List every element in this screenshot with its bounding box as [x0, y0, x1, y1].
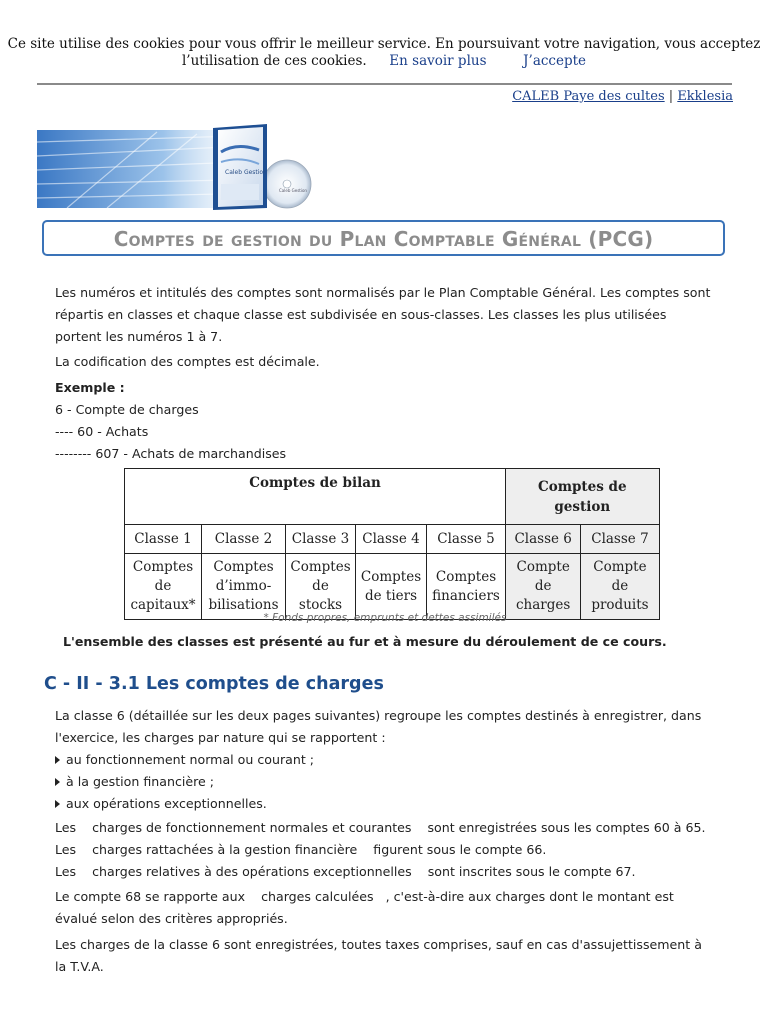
link-separator: |: [668, 89, 674, 104]
tva-paragraph: Les charges de la classe 6 sont enregistrées, toutes taxes comprises, sauf en cas d'assujettissement à la T.V.A.: [55, 937, 702, 974]
class-header: Classe 5: [427, 525, 506, 554]
charges-line: Les charges relatives à des opérations exceptionnelles sont inscrites sous le compte 67.: [55, 864, 636, 879]
class-header: Classe 1: [125, 525, 202, 554]
charges-line: Les charges de fonctionnement normales et courantes sont enregistrées sous les comptes 60 à 65.: [55, 820, 706, 835]
cookie-banner: [0, 36, 768, 70]
class-header: Classe 2: [202, 525, 286, 554]
bullet-item: au fonctionnement normal ou courant ;: [55, 749, 715, 771]
svg-text:Caleb Gestion: Caleb Gestion: [225, 169, 267, 176]
section-paragraph: La classe 6 (détaillée sur les deux pages suivantes) regroupe les comptes destinés à enregistrer, dans l'exercice, les charges par nature qui se rapportent :: [55, 708, 702, 745]
charges-line: Les charges rattachées à la gestion financière figurent sous le compte 66.: [55, 842, 547, 857]
cookie-text-line1: Ce site utilise des cookies pour vous offrir le meilleur service. En poursuivant votre navigation, vous acceptez: [7, 36, 761, 52]
example-line: ---- 60 - Achats: [55, 424, 149, 439]
ekklesia-link[interactable]: Ekklesia: [677, 89, 733, 104]
compte-68-paragraph: Le compte 68 se rapporte aux charges calculées , c'est-à-dire aux charges dont le montant est évalué selon des critères appropriés.: [55, 889, 678, 926]
decimal-paragraph: La codification des comptes est décimale.: [55, 354, 320, 369]
classes-table: [124, 468, 660, 620]
caleb-link[interactable]: CALEB Paye des cultes: [512, 89, 665, 104]
example-label: Exemple :: [55, 380, 125, 395]
class-name: Comptes de tiers: [356, 554, 427, 620]
section-title: C - II - 3.1 Les comptes de charges: [44, 674, 384, 694]
cookie-text-line2: l’utilisation de ces cookies.: [181, 53, 367, 69]
learn-more-link[interactable]: En savoir plus: [389, 53, 487, 69]
class-header: Classe 7: [581, 525, 659, 554]
top-links: [512, 89, 733, 104]
table-footnote: * Fonds propres, emprunts et dettes assimilés: [263, 612, 507, 624]
class-name: Comptes d’immo-bilisations: [202, 554, 286, 620]
class-header: Classe 6: [506, 525, 581, 554]
class-name: Comptes de capitaux*: [125, 554, 202, 620]
example-line: 6 - Compte de charges: [55, 402, 199, 417]
accept-cookies-link[interactable]: J’accepte: [523, 53, 587, 69]
class-name: Comptes financiers: [427, 554, 506, 620]
class-header: Classe 3: [286, 525, 356, 554]
banner-image: [37, 122, 327, 214]
bullet-item: aux opérations exceptionnelles.: [55, 793, 715, 815]
class-header: Classe 4: [356, 525, 427, 554]
intro-paragraph: Les numéros et intitulés des comptes sont normalisés par le Plan Comptable Général. Les comptes sont répartis en classes et chaque classe est subdivisée en sous-classes. Les classes les plus utilisées portent les numéros 1 à 7.: [55, 285, 711, 344]
svg-text:Caleb Gestion: Caleb Gestion: [279, 188, 307, 193]
classes-note: L'ensemble des classes est présenté au fur et à mesure du déroulement de ce cours.: [63, 634, 667, 649]
example-line: -------- 607 - Achats de marchandises: [55, 446, 287, 461]
divider: [37, 83, 732, 85]
class-name: Comptes de stocks: [286, 554, 356, 620]
group-header-gestion: Comptes de gestion: [506, 469, 660, 525]
page-title: Comptes de gestion du Plan Comptable Général (PCG): [113, 227, 654, 251]
class-name: Compte de produits: [581, 554, 659, 620]
bullet-item: à la gestion financière ;: [55, 771, 715, 793]
class-name: Compte de charges: [506, 554, 581, 620]
page-title-box: [42, 220, 725, 256]
group-header-bilan: Comptes de bilan: [125, 469, 506, 525]
